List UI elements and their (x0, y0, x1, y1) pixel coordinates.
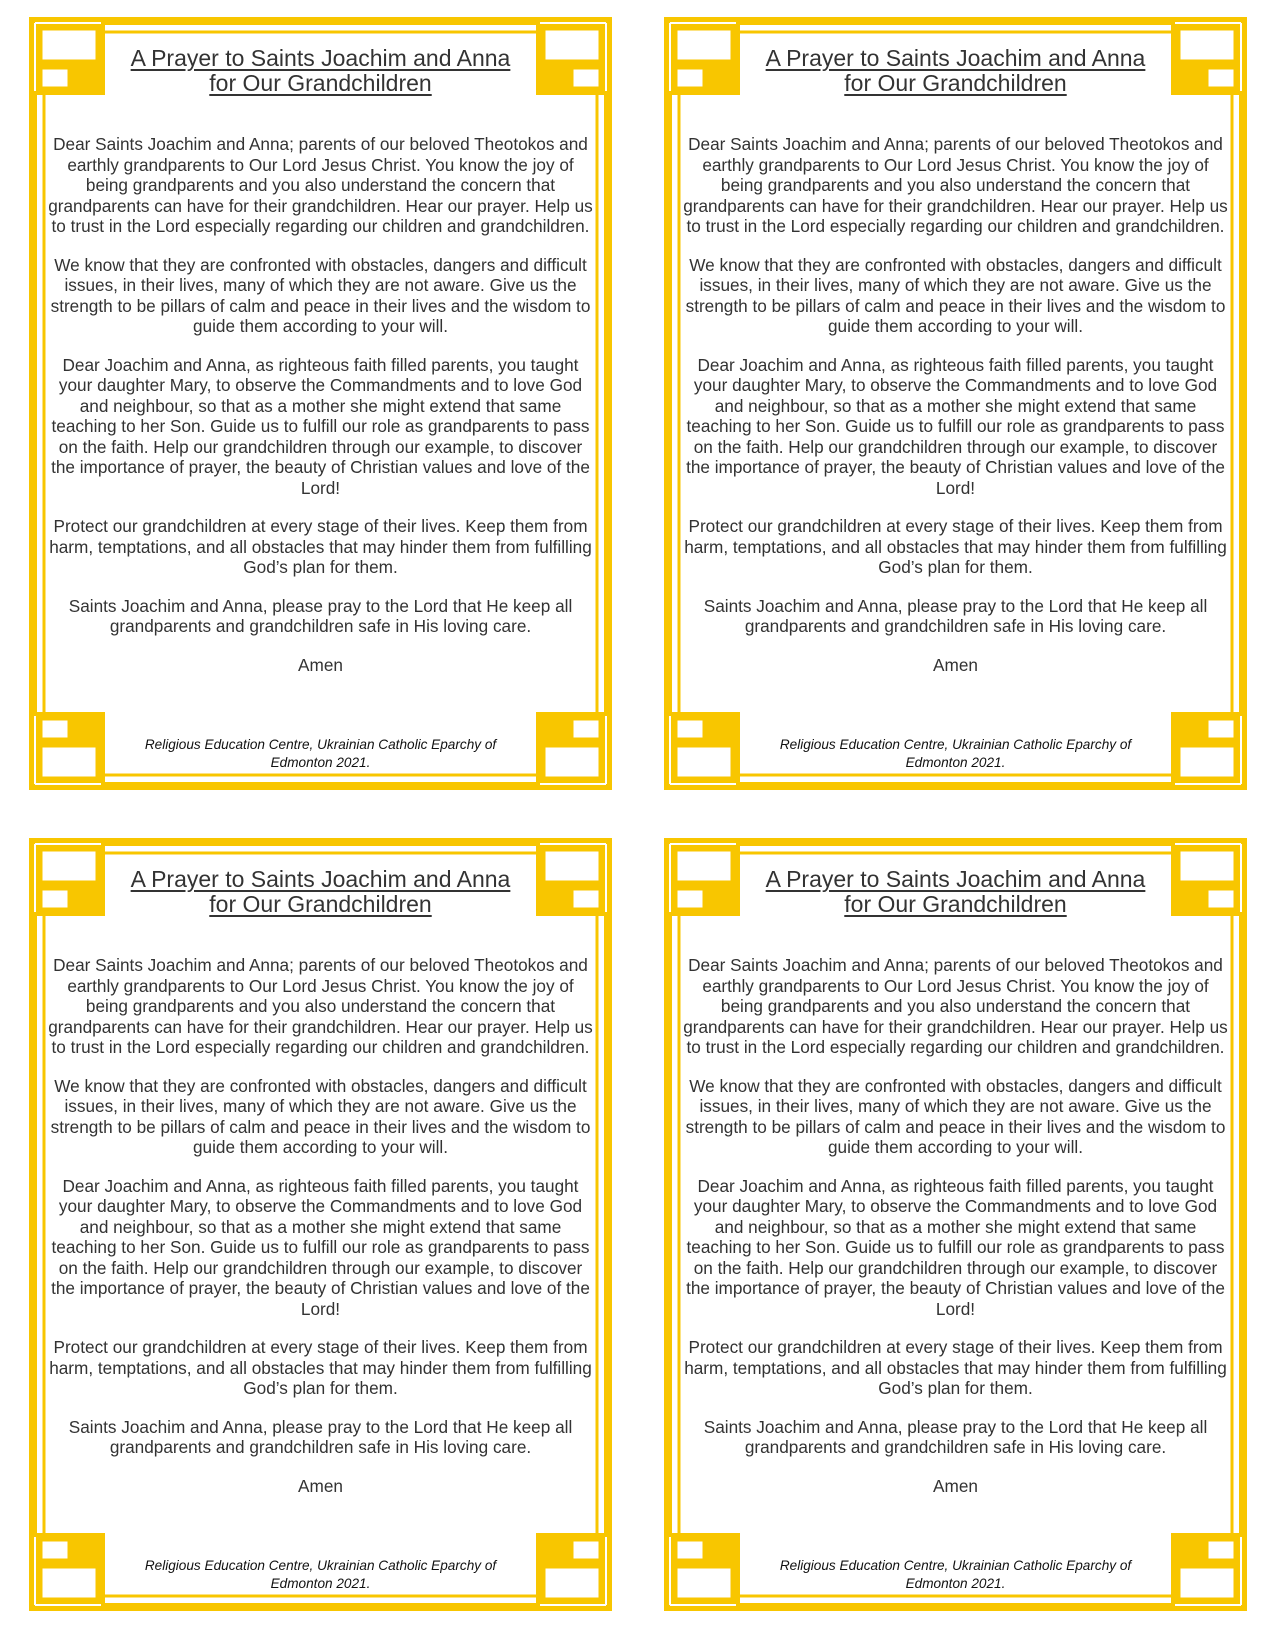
prayer-body (682, 955, 1229, 1514)
prayer-title-line-2: for Our Grandchildren (209, 70, 432, 96)
prayer-card (664, 17, 1247, 790)
prayer-paragraph: Protect our grandchildren at every stage of their lives. Keep them from harm, temptations, and all obstacles that may hinder them from fulfilling God’s plan for them. (684, 1337, 1227, 1398)
prayer-card (29, 17, 612, 790)
prayer-paragraph: Protect our grandchildren at every stage of their lives. Keep them from harm, temptations, and all obstacles that may hinder them from fulfilling God’s plan for them. (49, 1337, 592, 1398)
prayer-paragraph: Dear Joachim and Anna, as righteous faith filled parents, you taught your daughter Mary, to observe the Commandments and to love God and neighbour, so that as a mother she might extend that same teaching to her Son. Guide us to fulfill our role as grandparents to pass on the faith. Help our grandchildren through our example, to discover the importance of prayer, the beauty of Christian values and love of the Lord! (51, 1175, 590, 1319)
prayer-closing: Amen (298, 1475, 343, 1496)
prayer-title (724, 867, 1187, 917)
prayer-closing: Amen (933, 654, 978, 675)
prayer-paragraph: Dear Joachim and Anna, as righteous faith filled parents, you taught your daughter Mary, to observe the Commandments and to love God and neighbour, so that as a mother she might extend that same teaching to her Son. Guide us to fulfill our role as grandparents to pass on the faith. Help our grandchildren through our example, to discover the importance of prayer, the beauty of Christian values and love of the Lord! (51, 354, 590, 498)
prayer-footer: Religious Education Centre, Ukrainian Catholic Eparchy of Edmonton 2021. (779, 737, 1132, 770)
prayer-title-line-2: for Our Grandchildren (844, 891, 1067, 917)
prayer-closing: Amen (298, 654, 343, 675)
prayer-title-line-1: A Prayer to Saints Joachim and Anna (765, 866, 1146, 892)
prayer-paragraph: Saints Joachim and Anna, please pray to the Lord that He keep all grandparents and grandchildren safe in His loving care. (68, 1416, 573, 1457)
prayer-paragraph: Dear Saints Joachim and Anna; parents of our beloved Theotokos and earthly grandparents to Our Lord Jesus Christ. You know the joy of being grandparents and you also understand the concern that grandparents can have for their grandchildren. Hear our prayer. Help us to trust in the Lord especially regarding our children and grandchildren. (683, 955, 1228, 1057)
prayer-title (89, 867, 552, 917)
prayer-paragraph: Dear Saints Joachim and Anna; parents of our beloved Theotokos and earthly grandparents to Our Lord Jesus Christ. You know the joy of being grandparents and you also understand the concern that grandparents can have for their grandchildren. Hear our prayer. Help us to trust in the Lord especially regarding our children and grandchildren. (48, 955, 593, 1057)
prayer-footer: Religious Education Centre, Ukrainian Catholic Eparchy of Edmonton 2021. (144, 737, 497, 770)
prayer-paragraph: Saints Joachim and Anna, please pray to the Lord that He keep all grandparents and grandchildren safe in His loving care. (68, 595, 573, 636)
prayer-body (682, 134, 1229, 693)
prayer-body (47, 955, 594, 1514)
prayer-title-line-2: for Our Grandchildren (209, 891, 432, 917)
prayer-paragraph: Protect our grandchildren at every stage of their lives. Keep them from harm, temptations, and all obstacles that may hinder them from fulfilling God’s plan for them. (49, 516, 592, 577)
prayer-footer: Religious Education Centre, Ukrainian Catholic Eparchy of Edmonton 2021. (144, 1558, 497, 1591)
prayer-title (89, 46, 552, 96)
prayer-paragraph: Saints Joachim and Anna, please pray to the Lord that He keep all grandparents and grandchildren safe in His loving care. (703, 595, 1208, 636)
prayer-card (664, 838, 1247, 1611)
prayer-paragraph: Protect our grandchildren at every stage of their lives. Keep them from harm, temptations, and all obstacles that may hinder them from fulfilling God’s plan for them. (684, 516, 1227, 577)
prayer-card (29, 838, 612, 1611)
prayer-closing: Amen (933, 1475, 978, 1496)
prayer-paragraph: We know that they are confronted with obstacles, dangers and difficult issues, in their lives, many of which they are not aware. Give us the strength to be pillars of calm and peace in their lives and the wisdom to guide them according to your will. (50, 1075, 591, 1157)
prayer-paragraph: Dear Joachim and Anna, as righteous faith filled parents, you taught your daughter Mary, to observe the Commandments and to love God and neighbour, so that as a mother she might extend that same teaching to her Son. Guide us to fulfill our role as grandparents to pass on the faith. Help our grandchildren through our example, to discover the importance of prayer, the beauty of Christian values and love of the Lord! (686, 354, 1225, 498)
prayer-paragraph: Dear Joachim and Anna, as righteous faith filled parents, you taught your daughter Mary, to observe the Commandments and to love God and neighbour, so that as a mother she might extend that same teaching to her Son. Guide us to fulfill our role as grandparents to pass on the faith. Help our grandchildren through our example, to discover the importance of prayer, the beauty of Christian values and love of the Lord! (686, 1175, 1225, 1319)
prayer-paragraph: Dear Saints Joachim and Anna; parents of our beloved Theotokos and earthly grandparents to Our Lord Jesus Christ. You know the joy of being grandparents and you also understand the concern that grandparents can have for their grandchildren. Hear our prayer. Help us to trust in the Lord especially regarding our children and grandchildren. (683, 134, 1228, 236)
prayer-title-line-1: A Prayer to Saints Joachim and Anna (130, 866, 511, 892)
prayer-paragraph: We know that they are confronted with obstacles, dangers and difficult issues, in their lives, many of which they are not aware. Give us the strength to be pillars of calm and peace in their lives and the wisdom to guide them according to your will. (685, 254, 1226, 336)
prayer-paragraph: We know that they are confronted with obstacles, dangers and difficult issues, in their lives, many of which they are not aware. Give us the strength to be pillars of calm and peace in their lives and the wisdom to guide them according to your will. (685, 1075, 1226, 1157)
prayer-footer: Religious Education Centre, Ukrainian Catholic Eparchy of Edmonton 2021. (779, 1558, 1132, 1591)
prayer-paragraph: We know that they are confronted with obstacles, dangers and difficult issues, in their lives, many of which they are not aware. Give us the strength to be pillars of calm and peace in their lives and the wisdom to guide them according to your will. (50, 254, 591, 336)
prayer-body (47, 134, 594, 693)
prayer-title-line-2: for Our Grandchildren (844, 70, 1067, 96)
prayer-title-line-1: A Prayer to Saints Joachim and Anna (130, 45, 511, 71)
prayer-title-line-1: A Prayer to Saints Joachim and Anna (765, 45, 1146, 71)
prayer-title (724, 46, 1187, 96)
prayer-paragraph: Dear Saints Joachim and Anna; parents of our beloved Theotokos and earthly grandparents to Our Lord Jesus Christ. You know the joy of being grandparents and you also understand the concern that grandparents can have for their grandchildren. Hear our prayer. Help us to trust in the Lord especially regarding our children and grandchildren. (48, 134, 593, 236)
prayer-paragraph: Saints Joachim and Anna, please pray to the Lord that He keep all grandparents and grandchildren safe in His loving care. (703, 1416, 1208, 1457)
